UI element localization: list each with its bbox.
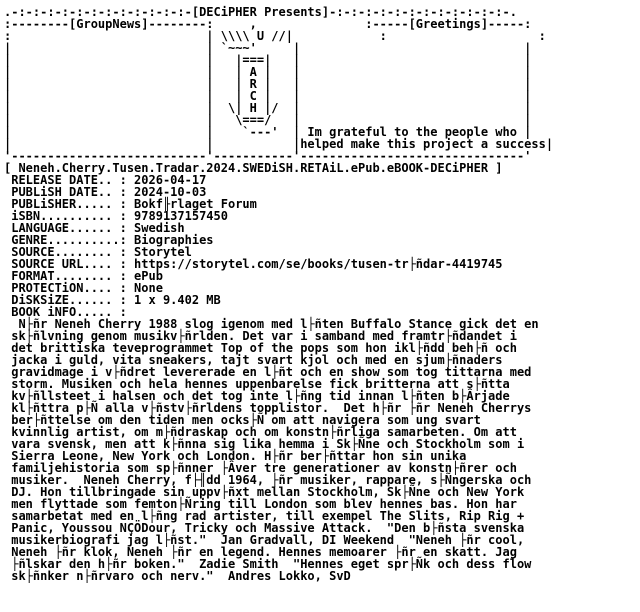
nfo-line: | | `~~~' | | xyxy=(4,41,532,55)
nfo-line: N├ñr Neneh Cherry 1988 slog igenom med l├ñten Buffalo Stance gick det en xyxy=(4,317,539,331)
nfo-line: kl├ñttra p├Ñ alla v├ñstv├ñrldens topplistor. Det h├ñr ├ñr Neneh Cherrys xyxy=(4,401,532,415)
nfo-line: PUBLiSHER..... : Bokf╟rlaget Forum xyxy=(4,197,257,211)
nfo-line: ber├ñttelse om den tiden men ocks├Ñ om att navigera som ung svart xyxy=(4,413,481,427)
nfo-line: LANGUAGE...... : Swedish xyxy=(4,221,185,235)
nfo-line: vara svensk, men att k├ñnna sig lika hemma i Sk├Ñne och Stockholm som i xyxy=(4,437,525,451)
nfo-line: kv├ñllsteet i halsen och det tog inte l├ñng tid innan l├ñten b├Ârjade xyxy=(4,389,510,403)
nfo-line: RELEASE DATE.. : 2026-04-17 xyxy=(4,173,207,187)
nfo-line: GENRE..........: Biographies xyxy=(4,233,214,247)
nfo-line: samarbetat med en l├ñng rad artister, till exempel The Slits, Rip Rig + xyxy=(4,509,525,523)
nfo-line: det brittiska teveprogrammet Top of the pops som hon ikl├ñdd beh├ñ och xyxy=(4,341,517,355)
nfo-line: | | | R | | | xyxy=(4,77,532,91)
nfo-line: | | \| H |/ | | xyxy=(4,101,532,115)
nfo-line: | | \===/ | | xyxy=(4,113,532,127)
nfo-line: storm. Musiken och hela hennes uppenbarelse fick britterna att s├ñtta xyxy=(4,377,510,391)
nfo-line: '---------------------------'-----------'-------------------------------' xyxy=(4,149,532,163)
nfo-line: jacka i guld, vita sneakers, tajt svart kjol och med en sjum├ñnaders xyxy=(4,353,503,367)
nfo-line: musikerbiografi jag l├ñst." Jan Gradvall, DI Weekend "Neneh ├ñr cool, xyxy=(4,533,525,547)
nfo-line: SOURCE........ : Storytel xyxy=(4,245,192,259)
nfo-line: | | |===| | | xyxy=(4,53,532,67)
nfo-line: PROTECTiON.... : None xyxy=(4,281,163,295)
nfo-line: musiker. Neneh Cherry, f├╢dd 1964, ├ñr musiker, rappare, s├Ñngerska och xyxy=(4,473,532,487)
nfo-line: [ Neneh.Cherry.Tusen.Tradar.2024.SWEDiSH.RETAiL.ePub.eBOOK-DECiPHER ] xyxy=(4,161,503,175)
nfo-line: men flyttade som femton├Ñring till London som blev hennes bas. Hon har xyxy=(4,497,517,511)
nfo-line: Sierra Leone, New York och London. H├ñr ber├ñttar hon sin unika xyxy=(4,449,467,463)
nfo-line: familjehistoria som sp├ñnner ├Âver tre generationer av konstn├ñrer och xyxy=(4,461,517,475)
nfo-line: | | `---' | Im grateful to the people who | xyxy=(4,125,532,139)
nfo-line: | | |helped make this project a success| xyxy=(4,137,554,151)
nfo-line: | | | C | | | xyxy=(4,89,532,103)
nfo-line: : | \\\\ U //| : : xyxy=(4,29,546,43)
nfo-line: PUBLiSH DATE.. : 2024-10-03 xyxy=(4,185,207,199)
nfo-line: iSBN.......... : 9789137157450 xyxy=(4,209,228,223)
nfo-text-block xyxy=(4,6,553,582)
nfo-line: sk├ñnker n├ñrvaro och nerv." Andres Lokko, SvD xyxy=(4,569,351,583)
nfo-line: DJ. Hon tillbringade sin uppv├ñxt mellan Stockholm, Sk├Ñne och New York xyxy=(4,485,525,499)
nfo-line: kvinnlig artist, om m├ñdraskap och om konstn├ñrliga samarbeten. Om att xyxy=(4,425,517,439)
nfo-line: SOURCE URL.... : https://storytel.com/se/books/tusen-tr├ñdar-4419745 xyxy=(4,257,503,271)
nfo-line: .-:-:-:-:-:-:-:-:-:-:-:-:-[DECiPHER Presents]-:-:-:-:-:-:-:-:-:-:-:-:-. xyxy=(4,5,517,19)
nfo-line: Neneh ├ñr klok, Neneh ├ñr en legend. Hennes memoarer ├ñr en skatt. Jag xyxy=(4,545,517,559)
nfo-line: sk├ñlvning genom musikv├ñrlden. Det var i samband med framtr├ñdandet i xyxy=(4,329,517,343)
nfo-line: Panic, Youssou NÇÖDour, Tricky och Massive Attack. "Den b├ñsta svenska xyxy=(4,521,525,535)
nfo-line: BOOK iNFO..... : xyxy=(4,305,127,319)
nfo-line: gravidmage i v├ñdret levererade en l├ñt och en show som tog tittarna med xyxy=(4,365,532,379)
nfo-line: FORMAT........ : ePub xyxy=(4,269,163,283)
nfo-line: ├ñlskar den h├ñr boken." Zadie Smith "Hennes eget spr├Ñk och dess flow xyxy=(4,557,532,571)
nfo-line: :--------[GroupNews]--------: , :-----[Greetings]-----: xyxy=(4,17,532,31)
nfo-line: DiSKSiZE...... : 1 x 9.402 MB xyxy=(4,293,221,307)
nfo-line: | | | A | | | xyxy=(4,65,532,79)
